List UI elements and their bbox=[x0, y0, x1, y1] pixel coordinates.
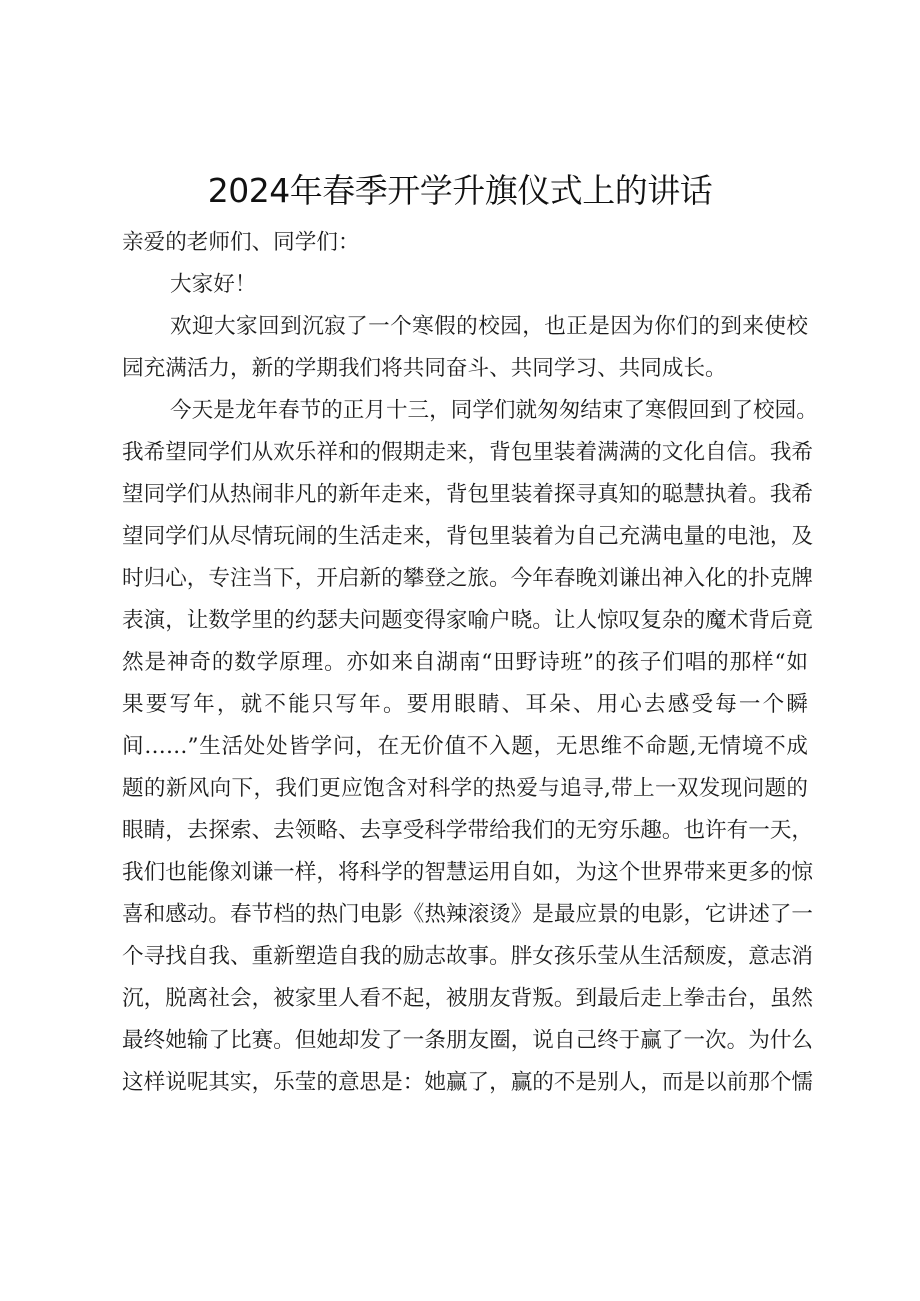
paragraph-2-line-2: 我希望同学们从欢乐祥和的假期走来，背包里装着满满的文化自信。我希 bbox=[122, 440, 814, 465]
paragraph-1-line-1: 欢迎大家回到沉寂了一个寒假的校园，也正是因为你们的到来使校 bbox=[170, 314, 808, 339]
paragraph-2-line-11: 眼睛，去探索、去领略、去享受科学带给我们的无穷乐趣。也许有一天， bbox=[122, 818, 814, 843]
salutation-line: 亲爱的老师们、同学们： bbox=[122, 230, 360, 255]
paragraph-2-line-14: 个寻找自我、重新塑造自我的励志故事。胖女孩乐莹从生活颓废，意志消 bbox=[122, 944, 814, 969]
greeting-line: 大家好！ bbox=[170, 272, 257, 297]
paragraph-2-line-5: 时归心，专注当下，开启新的攀登之旅。今年春晚刘谦出神入化的扑克牌 bbox=[122, 566, 814, 591]
paragraph-2-line-9: 间……”生活处处皆学问，在无价值不入题，无思维不命题,无情境不成 bbox=[122, 734, 808, 759]
paragraph-2-line-16: 最终她输了比赛。但她却发了一条朋友圈，说自己终于赢了一次。为什么 bbox=[122, 1028, 814, 1053]
paragraph-1-line-2: 园充满活力，新的学期我们将共同奋斗、共同学习、共同成长。 bbox=[122, 356, 727, 381]
paragraph-2-line-10: 题的新风向下，我们更应饱含对科学的热爱与追寻,带上一双发现问题的 bbox=[122, 776, 808, 801]
paragraph-2-line-17: 这样说呢其实，乐莹的意思是：她赢了，赢的不是别人，而是以前那个懦 bbox=[122, 1070, 814, 1095]
paragraph-2-line-1: 今天是龙年春节的正月十三，同学们就匆匆结束了寒假回到了校园。 bbox=[170, 398, 818, 423]
paragraph-2-line-4: 望同学们从尽情玩闹的生活走来，背包里装着为自己充满电量的电池，及 bbox=[122, 524, 814, 549]
paragraph-2-line-15: 沉，脱离社会，被家里人看不起，被朋友背叛。到最后走上拳击台，虽然 bbox=[122, 986, 814, 1011]
paragraph-2-line-8: 果要写年，就不能只写年。要用眼睛、耳朵、用心去感受每一个瞬 bbox=[122, 692, 808, 717]
paragraph-2-line-6: 表演，让数学里的约瑟夫问题变得家喻户晓。让人惊叹复杂的魔术背后竟 bbox=[122, 608, 814, 633]
paragraph-2-line-13: 喜和感动。春节档的热门电影《热辣滚烫》是最应景的电影，它讲述了一 bbox=[122, 902, 814, 927]
document-title: 2024年春季开学升旗仪式上的讲话 bbox=[207, 171, 713, 210]
document-body bbox=[122, 222, 818, 1104]
paragraph-2-line-12: 我们也能像刘谦一样，将科学的智慧运用自如，为这个世界带来更多的惊 bbox=[122, 860, 814, 885]
paragraph-2-line-7: 然是神奇的数学原理。亦如来自湖南“田野诗班”的孩子们唱的那样“如 bbox=[122, 650, 808, 675]
paragraph-2-line-3: 望同学们从热闹非凡的新年走来，背包里装着探寻真知的聪慧执着。我希 bbox=[122, 482, 814, 507]
